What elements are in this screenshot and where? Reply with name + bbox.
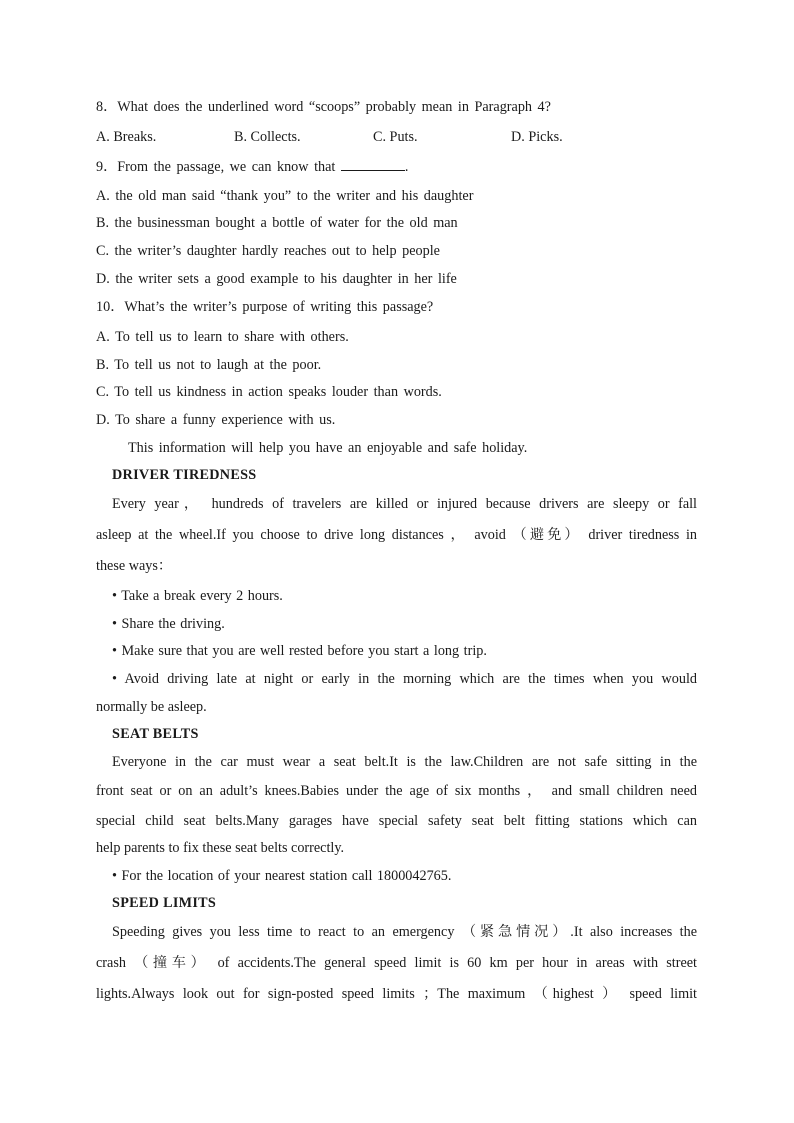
bullet-item-continuation: normally be asleep.: [96, 699, 207, 715]
paragraph-line: Everyone in the car must wear a seat belt.It is the law.Children are not safe sitting in the: [112, 754, 697, 770]
paragraph-line: these ways：: [96, 558, 173, 574]
paragraph-line: asleep at the wheel.If you choose to drive long distances ， avoid （避免） driver tiredness in: [96, 527, 697, 543]
paragraph-line: Speeding gives you less time to react to an emergency （紧急情况）.It also increases the: [112, 924, 697, 940]
question-9-option-b: B. the businessman bought a bottle of water for the old man: [96, 215, 458, 231]
question-10-option-b: B. To tell us not to laugh at the poor.: [96, 357, 322, 373]
question-9-stem-end: .: [404, 159, 409, 175]
question-8-stem: 8．What does the underlined word “scoops” probably mean in Paragraph 4?: [96, 99, 551, 115]
paragraph-line: special child seat belts.Many garages have special safety seat belt fitting stations which can: [96, 813, 697, 829]
question-8-option-a: A. Breaks.: [96, 129, 157, 145]
question-10-option-a: A. To tell us to learn to share with others.: [96, 329, 349, 345]
question-9-option-d: D. the writer sets a good example to his daughter in her life: [96, 271, 457, 287]
paragraph-line: lights.Always look out for sign-posted speed limits ；The maximum （highest ） speed limit: [96, 986, 697, 1002]
question-10-option-d: D. To share a funny experience with us.: [96, 412, 336, 428]
passage-intro: This information will help you have an enjoyable and safe holiday.: [128, 440, 528, 456]
bullet-item: • Make sure that you are well rested before you start a long trip.: [112, 643, 487, 659]
question-9-stem: [96, 157, 408, 176]
question-9-option-c: C. the writer’s daughter hardly reaches out to help people: [96, 243, 440, 259]
paragraph-line: crash （撞车） of accidents.The general speed limit is 60 km per hour in areas with street: [96, 955, 697, 971]
question-10-option-c: C. To tell us kindness in action speaks louder than words.: [96, 384, 442, 400]
question-9-stem-text: 9．From the passage, we can know that: [96, 159, 341, 175]
bullet-item: • Share the driving.: [112, 616, 225, 632]
answer-blank: [341, 157, 405, 171]
question-8-option-c: C. Puts.: [373, 129, 418, 145]
bullet-item: • For the location of your nearest station call 1800042765.: [112, 868, 452, 884]
section-heading-seat-belts: SEAT BELTS: [112, 726, 199, 742]
section-heading-driver-tiredness: DRIVER TIREDNESS: [112, 467, 257, 483]
section-heading-speed-limits: SPEED LIMITS: [112, 895, 217, 911]
question-8-option-b: B. Collects.: [234, 129, 301, 145]
paragraph-line: Every year， hundreds of travelers are killed or injured because drivers are sleepy or fall: [112, 496, 697, 512]
question-9-option-a: A. the old man said “thank you” to the writer and his daughter: [96, 188, 474, 204]
bullet-item: • Avoid driving late at night or early in the morning which are the times when you would: [112, 671, 697, 687]
question-10-stem: 10．What’s the writer’s purpose of writing this passage?: [96, 299, 434, 315]
paragraph-line: help parents to fix these seat belts correctly.: [96, 840, 345, 856]
question-8-option-d: D. Picks.: [511, 129, 563, 145]
bullet-item: • Take a break every 2 hours.: [112, 588, 283, 604]
paragraph-line: front seat or on an adult’s knees.Babies under the age of six months ， and small children need: [96, 783, 697, 799]
